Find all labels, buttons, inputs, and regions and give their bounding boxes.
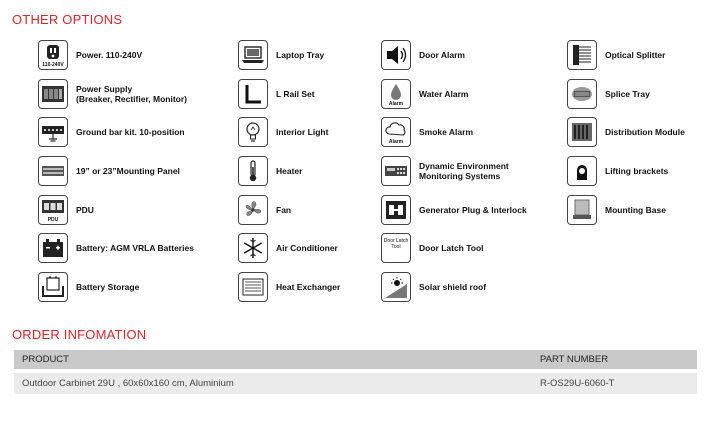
option-smoke-alarm <box>381 115 473 149</box>
option-label: Heat Exchanger <box>276 282 341 292</box>
option-label: Solar shield roof <box>419 282 487 292</box>
option-label: Splice Tray <box>605 89 650 99</box>
icon-text-line1: Door Latch <box>383 238 409 244</box>
snowflake-icon <box>238 233 268 263</box>
smoke-cloud-icon <box>381 117 411 147</box>
option-splice-tray <box>567 77 650 111</box>
solar-shield-icon <box>381 272 411 302</box>
thermometer-icon <box>238 156 268 186</box>
option-battery-storage <box>38 270 139 304</box>
option-ground-bar <box>38 115 185 149</box>
lifting-bracket-icon <box>567 156 597 186</box>
option-label: Power. 110-240V <box>76 50 143 60</box>
door-latch-icon-text <box>382 238 410 250</box>
option-pdu <box>38 193 94 227</box>
water-drop-icon <box>381 79 411 109</box>
option-l-rail <box>238 77 315 111</box>
option-label: Door Latch Tool <box>419 243 484 253</box>
laptop-tray-icon <box>238 40 268 70</box>
option-label: Interior Light <box>276 127 329 137</box>
battery-icon <box>38 233 68 263</box>
power-supply-icon <box>38 79 68 109</box>
label-line1: Power Supply <box>76 84 133 94</box>
generator-plug-icon <box>381 195 411 225</box>
option-interior-light <box>238 115 328 149</box>
option-solar-shield <box>381 270 486 304</box>
option-lifting-brackets <box>567 154 668 188</box>
option-heater <box>238 154 302 188</box>
door-alarm-icon <box>381 40 411 70</box>
header-product: PRODUCT <box>22 354 69 365</box>
option-label: Optical Splitter <box>605 50 666 60</box>
option-power <box>38 38 142 72</box>
icon-text-line2: Tool <box>391 244 401 250</box>
optical-splitter-icon <box>567 40 597 70</box>
order-information-heading: ORDER INFOMATION <box>12 327 147 342</box>
option-label: Heater <box>276 166 303 176</box>
label-line2: (Breaker, Rectifier, Monitor) <box>76 94 188 104</box>
option-optical-splitter <box>567 38 665 72</box>
option-door-latch-tool <box>381 231 484 265</box>
option-label: 19” or 23”Mounting Panel <box>76 166 180 176</box>
header-part-number: PART NUMBER <box>540 354 609 365</box>
option-label: L Rail Set <box>276 89 315 99</box>
label-line1: Dynamic Environment <box>419 161 509 171</box>
option-generator-plug <box>381 193 527 227</box>
option-label: Water Alarm <box>419 89 469 99</box>
option-label: Distribution Module <box>605 127 685 137</box>
cell-part-number: R-OS29U-6060-T <box>540 378 615 389</box>
order-table <box>14 350 697 394</box>
mounting-base-icon <box>567 195 597 225</box>
option-air-conditioner <box>238 231 338 265</box>
option-label: Air Conditioner <box>276 243 338 253</box>
option-label: Battery: AGM VRLA Batteries <box>76 243 194 253</box>
option-power-supply <box>38 77 187 111</box>
option-label: Fan <box>276 205 292 215</box>
door-latch-icon <box>381 233 411 263</box>
water-icon-text: Alarm <box>388 101 404 107</box>
pdu-icon <box>38 195 68 225</box>
option-label <box>76 84 187 104</box>
option-label: Ground bar kit. 10-position <box>76 127 185 137</box>
option-label: Smoke Alarm <box>419 127 474 137</box>
option-label: Laptop Tray <box>276 50 325 60</box>
option-heat-exchanger <box>238 270 340 304</box>
option-label: Battery Storage <box>76 282 140 292</box>
light-bulb-icon <box>238 117 268 147</box>
splice-tray-icon <box>567 79 597 109</box>
smoke-icon-text: Alarm <box>388 139 404 145</box>
power-icon-text: 110-240V <box>42 62 64 68</box>
option-label: Lifting brackets <box>605 166 669 176</box>
option-label: Door Alarm <box>419 50 465 60</box>
option-mounting-base <box>567 193 666 227</box>
order-table-header <box>14 350 697 369</box>
power-outlet-icon <box>38 40 68 70</box>
distribution-module-icon <box>567 117 597 147</box>
option-water-alarm <box>381 77 468 111</box>
option-label: Generator Plug & Interlock <box>419 205 527 215</box>
ground-bar-icon <box>38 117 68 147</box>
option-mounting-panel <box>38 154 180 188</box>
pdu-icon-text: PDU <box>47 217 59 223</box>
mounting-panel-icon <box>38 156 68 186</box>
option-distribution-module <box>567 115 685 149</box>
option-label: Mounting Base <box>605 205 666 215</box>
label-line2: Monitoring Systems <box>419 171 501 181</box>
option-label <box>419 161 509 181</box>
other-options-heading: OTHER OPTIONS <box>12 12 123 27</box>
option-battery <box>38 231 194 265</box>
cell-product: Outdoor Carbinet 29U , 60x60x160 cm, Aluminium <box>22 378 234 389</box>
table-row <box>14 373 697 394</box>
l-rail-icon <box>238 79 268 109</box>
option-label: PDU <box>76 205 94 215</box>
option-door-alarm <box>381 38 465 72</box>
option-monitoring-system <box>381 154 509 188</box>
option-fan <box>238 193 291 227</box>
monitoring-system-icon <box>381 156 411 186</box>
heat-exchanger-icon <box>238 272 268 302</box>
fan-icon <box>238 195 268 225</box>
battery-storage-icon <box>38 272 68 302</box>
option-laptop-tray <box>238 38 324 72</box>
